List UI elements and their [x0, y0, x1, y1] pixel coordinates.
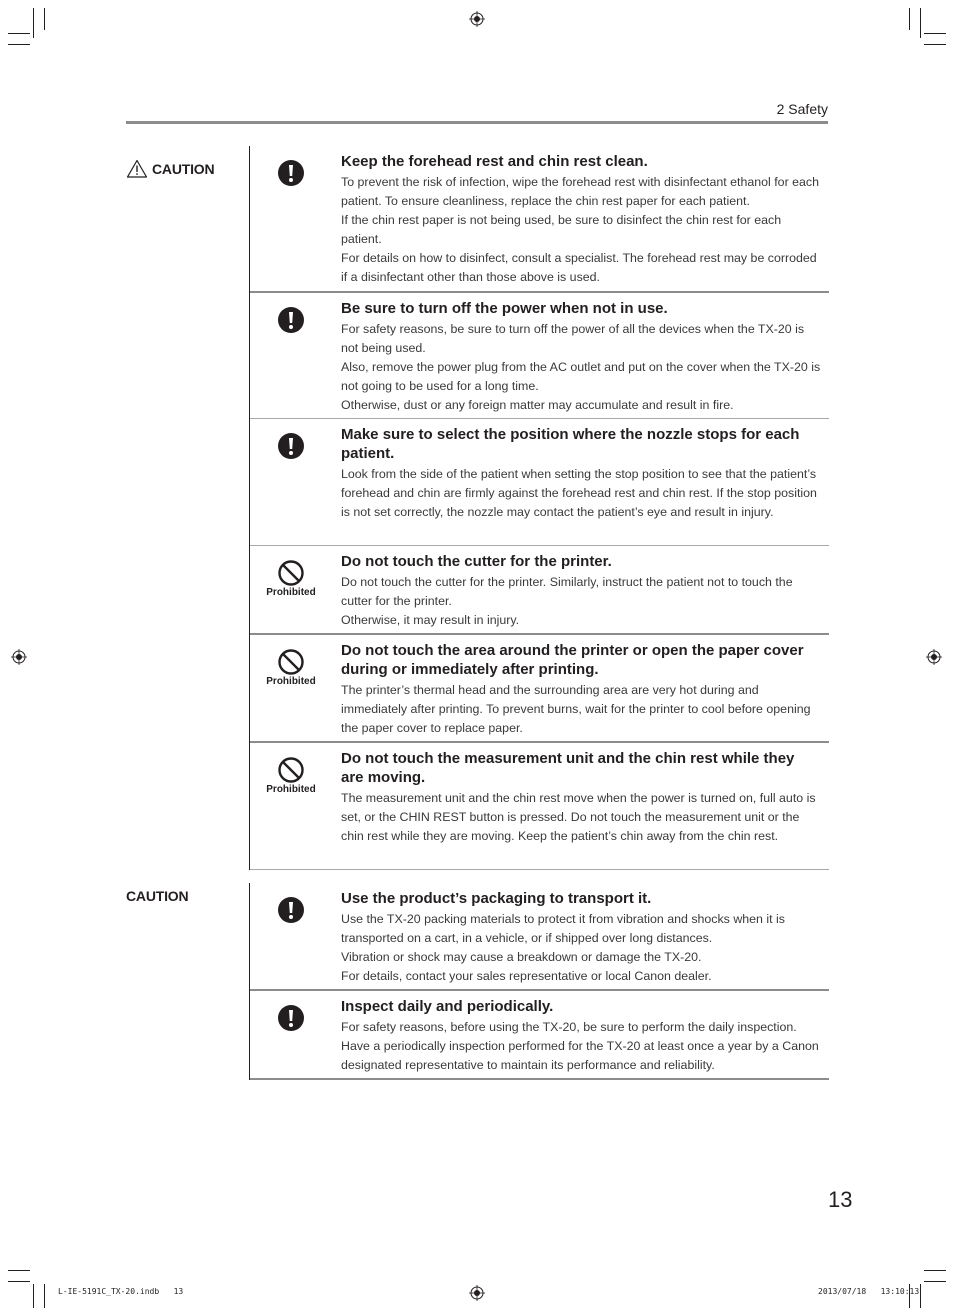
crop-mark [924, 1281, 946, 1282]
item-paragraph: The measurement unit and the chin rest move when the power is turned on, full auto is set, or the CHIN REST button is pressed. Do not touch the measurement unit or the chin rest while they are moving. Keep the patient’s chin away from the chin rest. [341, 791, 816, 843]
caution-section [249, 883, 829, 1080]
item-icon [250, 757, 332, 795]
crop-mark [909, 8, 910, 30]
item-icon [250, 560, 332, 598]
item-body [341, 465, 821, 522]
item-body [341, 320, 821, 415]
caution-item [250, 419, 829, 546]
item-text [341, 546, 829, 630]
caution-item [250, 743, 829, 870]
item-icon [250, 307, 332, 333]
item-icon [250, 433, 332, 459]
caution-item [250, 991, 829, 1080]
item-icon [250, 1005, 332, 1031]
item-paragraph: Do not touch the cutter for the printer. Similarly, instruct the patient not to touch the cutter for the printer. [341, 575, 793, 608]
prohibited-caption: Prohibited [266, 676, 316, 687]
prohibited-caption: Prohibited [266, 587, 316, 598]
item-paragraph: Also, remove the power plug from the AC outlet and put on the cover when the TX-20 is not going to be used for a long time. [341, 360, 821, 393]
item-paragraph: To prevent the risk of infection, wipe the forehead rest with disinfectant ethanol for each patient. To ensure cleanliness, replace the chin rest paper for each patient. [341, 175, 820, 208]
mandatory-action-icon [278, 160, 304, 186]
crop-mark [8, 33, 30, 34]
crop-mark [33, 8, 34, 38]
item-title: Be sure to turn off the power when not in use. [341, 300, 668, 317]
item-paragraph: For safety reasons, before using the TX-20, be sure to perform the daily inspection. Have a periodically inspection performed for the TX-20 at least once a year by a Canon designated representative to maintain its performance and reliability. [341, 1020, 819, 1072]
item-text [341, 146, 829, 287]
caution-label [126, 888, 188, 904]
item-paragraph: The printer’s thermal head and the surrounding area are very hot during and immediately after printing. To prevent burns, wait for the printer to cool before opening the paper cover to replace paper. [341, 683, 811, 735]
item-body [341, 910, 821, 986]
item-paragraph: Otherwise, it may result in injury. [341, 613, 520, 627]
caution-item [250, 635, 829, 743]
item-paragraph: Look from the side of the patient when setting the stop position to see that the patient’s forehead and chin are firmly against the forehead rest and chin rest. If the stop position is not set correctly, the nozzle may contact the patient’s eye and result in injury. [341, 467, 817, 519]
caution-label [126, 159, 214, 178]
caution-item [250, 293, 829, 419]
item-title: Use the product’s packaging to transport it. [341, 890, 652, 907]
item-text [341, 419, 829, 522]
item-text [341, 635, 829, 738]
mandatory-action-icon [278, 307, 304, 333]
item-title: Do not touch the area around the printer or open the paper cover during or immediately after printing. [341, 642, 804, 678]
warning-triangle-icon [126, 159, 148, 178]
footer-timestamp: 2013/07/18 13:10:13 [818, 1287, 920, 1296]
crop-mark [44, 8, 45, 30]
registration-mark-icon [11, 649, 27, 665]
crop-mark [920, 8, 921, 38]
item-text [341, 883, 829, 986]
chapter-header: 2 Safety [776, 101, 828, 117]
page-number: 13 [828, 1187, 853, 1212]
header-rule [126, 121, 828, 124]
mandatory-action-icon [278, 1005, 304, 1031]
crop-mark [8, 1281, 30, 1282]
caution-item [250, 546, 829, 635]
crop-mark [924, 44, 946, 45]
footer-file-info: L-IE-5191C_TX-20.indb 13 [58, 1287, 184, 1296]
item-title: Do not touch the cutter for the printer. [341, 553, 612, 570]
caution-item [250, 883, 829, 991]
item-paragraph: For details, contact your sales representative or local Canon dealer. [341, 969, 712, 983]
crop-mark [924, 33, 946, 34]
item-paragraph: Otherwise, dust or any foreign matter may accumulate and result in fire. [341, 398, 734, 412]
item-title: Do not touch the measurement unit and the chin rest while they are moving. [341, 750, 795, 786]
crop-mark [920, 1284, 921, 1308]
item-paragraph: Vibration or shock may cause a breakdown or damage the TX-20. [341, 950, 702, 964]
item-paragraph: Use the TX-20 packing materials to protect it from vibration and shocks when it is transported on a cart, in a vehicle, or if shipped over long distances. [341, 912, 785, 945]
item-body [341, 173, 821, 287]
item-icon [250, 649, 332, 687]
crop-mark [8, 44, 30, 45]
item-paragraph: For details on how to disinfect, consult a specialist. The forehead rest may be corroded if a disinfectant other than those above is used. [341, 251, 817, 284]
crop-mark [924, 1270, 946, 1271]
item-body [341, 573, 821, 630]
registration-mark-icon [469, 1285, 485, 1301]
item-text [341, 293, 829, 415]
prohibited-icon [278, 757, 304, 783]
crop-mark [8, 1270, 30, 1271]
item-body [341, 681, 821, 738]
crop-mark [44, 1284, 45, 1308]
crop-mark [33, 1284, 34, 1308]
item-body [341, 1018, 821, 1075]
prohibited-icon [278, 560, 304, 586]
item-text [341, 991, 829, 1075]
item-paragraph: For safety reasons, be sure to turn off the power of all the devices when the TX-20 is not being used. [341, 322, 805, 355]
item-icon [250, 160, 332, 186]
registration-mark-icon [926, 649, 942, 665]
item-title: Make sure to select the position where the nozzle stops for each patient. [341, 426, 800, 462]
item-text [341, 743, 829, 846]
caution-item [250, 146, 829, 293]
caution-section [249, 146, 829, 870]
item-paragraph: If the chin rest paper is not being used, be sure to disinfect the chin rest for each patient. [341, 213, 782, 246]
registration-mark-icon [469, 11, 485, 27]
item-icon [250, 897, 332, 923]
caution-label-text: CAUTION [126, 888, 189, 904]
item-body [341, 789, 821, 846]
prohibited-caption: Prohibited [266, 784, 316, 795]
mandatory-action-icon [278, 897, 304, 923]
item-title: Keep the forehead rest and chin rest clean. [341, 153, 648, 170]
mandatory-action-icon [278, 433, 304, 459]
prohibited-icon [278, 649, 304, 675]
item-title: Inspect daily and periodically. [341, 998, 554, 1015]
caution-label-text: CAUTION [152, 160, 215, 177]
